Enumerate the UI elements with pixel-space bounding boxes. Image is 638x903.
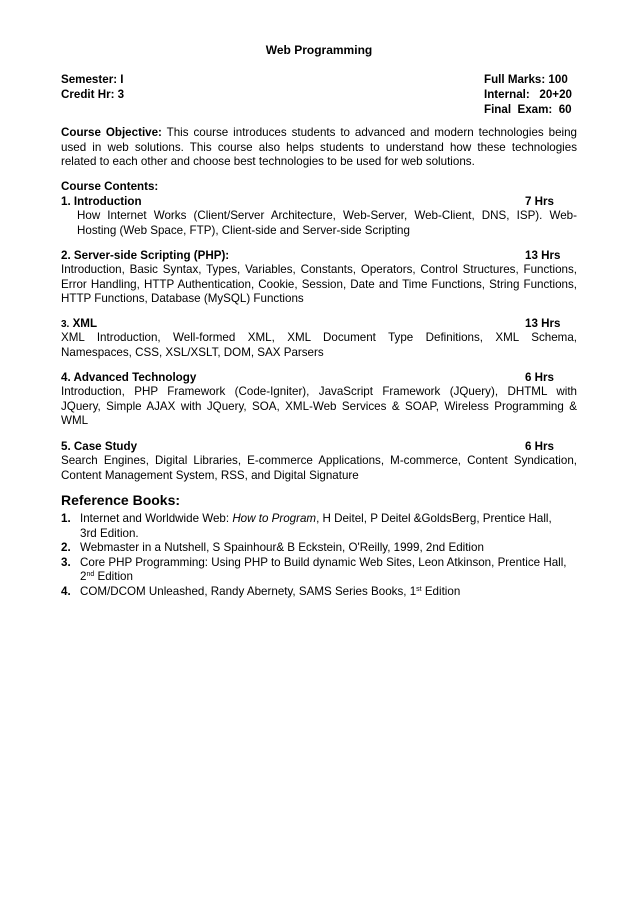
reference-text: , H Deitel, P Deitel &GoldsBerg, Prentice Hall, xyxy=(316,512,552,525)
credit-hours-label: Credit Hr: 3 xyxy=(61,88,125,101)
reference-text: COM/DCOM Unleashed, Randy Abernety, SAMS Series Books, 1 xyxy=(80,584,417,598)
reference-number: 1. xyxy=(61,512,71,525)
unit-line: Hosting (Web Space, FTP), Client-side and Server-side Scripting xyxy=(77,223,410,237)
unit-3-hours: 13 Hrs xyxy=(525,317,561,330)
unit-title: Server-side Scripting (PHP): xyxy=(73,249,230,262)
unit-3-body xyxy=(61,331,577,360)
unit-number: 4. xyxy=(61,371,71,384)
unit-2-heading xyxy=(61,249,229,264)
semester-label: Semester: I xyxy=(61,73,124,86)
unit-5-hours: 6 Hrs xyxy=(525,440,555,453)
reference-text: 3rd Edition. xyxy=(80,526,139,540)
superscript: st xyxy=(416,585,422,593)
reference-number: 2. xyxy=(61,541,71,555)
unit-1-hours: 7 Hrs xyxy=(525,195,555,208)
course-contents-heading: Course Contents: xyxy=(61,180,159,193)
reference-books-heading: Reference Books: xyxy=(61,492,181,508)
unit-number: 2. xyxy=(61,249,71,262)
objective-line-2: used in web solutions. This course also helps students to understand how these technologies xyxy=(61,140,577,154)
objective-line-1: This course introduces students to advanced and modern technologies being xyxy=(161,126,577,139)
unit-title: XML xyxy=(72,317,98,330)
unit-5-heading xyxy=(61,440,137,455)
unit-4-heading xyxy=(61,371,196,386)
unit-2-body xyxy=(61,263,577,307)
reference-list xyxy=(61,512,581,600)
unit-line: JQuery, Simple AJAX with JQuery, SOA, XML-Web Services & SOAP, Wireless Programming & xyxy=(61,399,577,413)
reference-item xyxy=(61,585,581,600)
unit-number: 1. xyxy=(61,195,71,208)
unit-2-hours: 13 Hrs xyxy=(525,249,561,262)
unit-line: Content Management System, RSS, and Digital Signature xyxy=(61,468,359,482)
unit-1-heading xyxy=(61,195,142,210)
unit-5-body xyxy=(61,454,577,483)
objective-line-3: related to each other and choose best technologies to be used for web solutions. xyxy=(61,155,475,169)
unit-line: XML Introduction, Well-formed XML, XML Document Type Definitions, XML Schema, xyxy=(61,331,577,344)
reference-item xyxy=(61,512,581,541)
reference-item xyxy=(61,541,581,556)
internal-marks-label: Internal: 20+20 xyxy=(484,88,572,101)
unit-line: Search Engines, Digital Libraries, E-commerce Applications, M-commerce, Content Syndication, xyxy=(61,454,577,467)
reference-text: Core PHP Programming: Using PHP to Build dynamic Web Sites, Leon Atkinson, Prentice Hall, xyxy=(80,555,567,569)
course-objective xyxy=(61,126,577,170)
unit-title: Introduction xyxy=(73,195,142,208)
reference-number: 4. xyxy=(61,584,71,598)
unit-line: Introduction, Basic Syntax, Types, Variables, Constants, Operators, Control Structures, Functions, xyxy=(61,263,577,276)
unit-number: 5. xyxy=(61,440,71,453)
reference-text: 2 xyxy=(80,570,87,584)
superscript: nd xyxy=(86,571,95,579)
unit-line: Error Handling, HTTP Authentication, Cookie, Session, Date and Time Functions, String Functions, xyxy=(61,277,577,291)
reference-item xyxy=(61,556,581,585)
full-marks-label: Full Marks: 100 xyxy=(484,73,568,86)
unit-line: Namespaces, CSS, XSL/XSLT, DOM, SAX Parsers xyxy=(61,345,324,359)
unit-4-body xyxy=(61,385,577,429)
final-exam-label: Final Exam: 60 xyxy=(484,103,572,116)
unit-4-hours: 6 Hrs xyxy=(525,371,555,384)
unit-1-body xyxy=(77,209,577,238)
unit-line: HTTP Functions, Database (MySQL) Functions xyxy=(61,292,304,306)
reference-text: Webmaster in a Nutshell, S Spainhour& B Eckstein, O'Reilly, 1999, 2nd Edition xyxy=(80,541,484,555)
unit-line: How Internet Works (Client/Server Architecture, Web-Server, Web-Client, DNS, ISP). Web- xyxy=(77,209,577,222)
unit-title: Advanced Technology xyxy=(73,371,197,384)
unit-number: 3. xyxy=(61,319,70,330)
reference-text: Edition xyxy=(421,584,461,598)
reference-text: Edition xyxy=(94,570,133,584)
reference-number: 3. xyxy=(61,555,71,569)
reference-text: Internet and Worldwide Web: xyxy=(80,512,233,525)
page-title: Web Programming xyxy=(265,43,373,57)
course-objective-label: Course Objective: xyxy=(61,126,162,139)
unit-title: Case Study xyxy=(73,440,138,453)
reference-italic-title: How to Program xyxy=(232,512,317,525)
unit-line: WML xyxy=(61,414,89,428)
unit-line: Introduction, PHP Framework (Code-Igniter), JavaScript Framework (JQuery), DHTML with xyxy=(61,385,577,398)
